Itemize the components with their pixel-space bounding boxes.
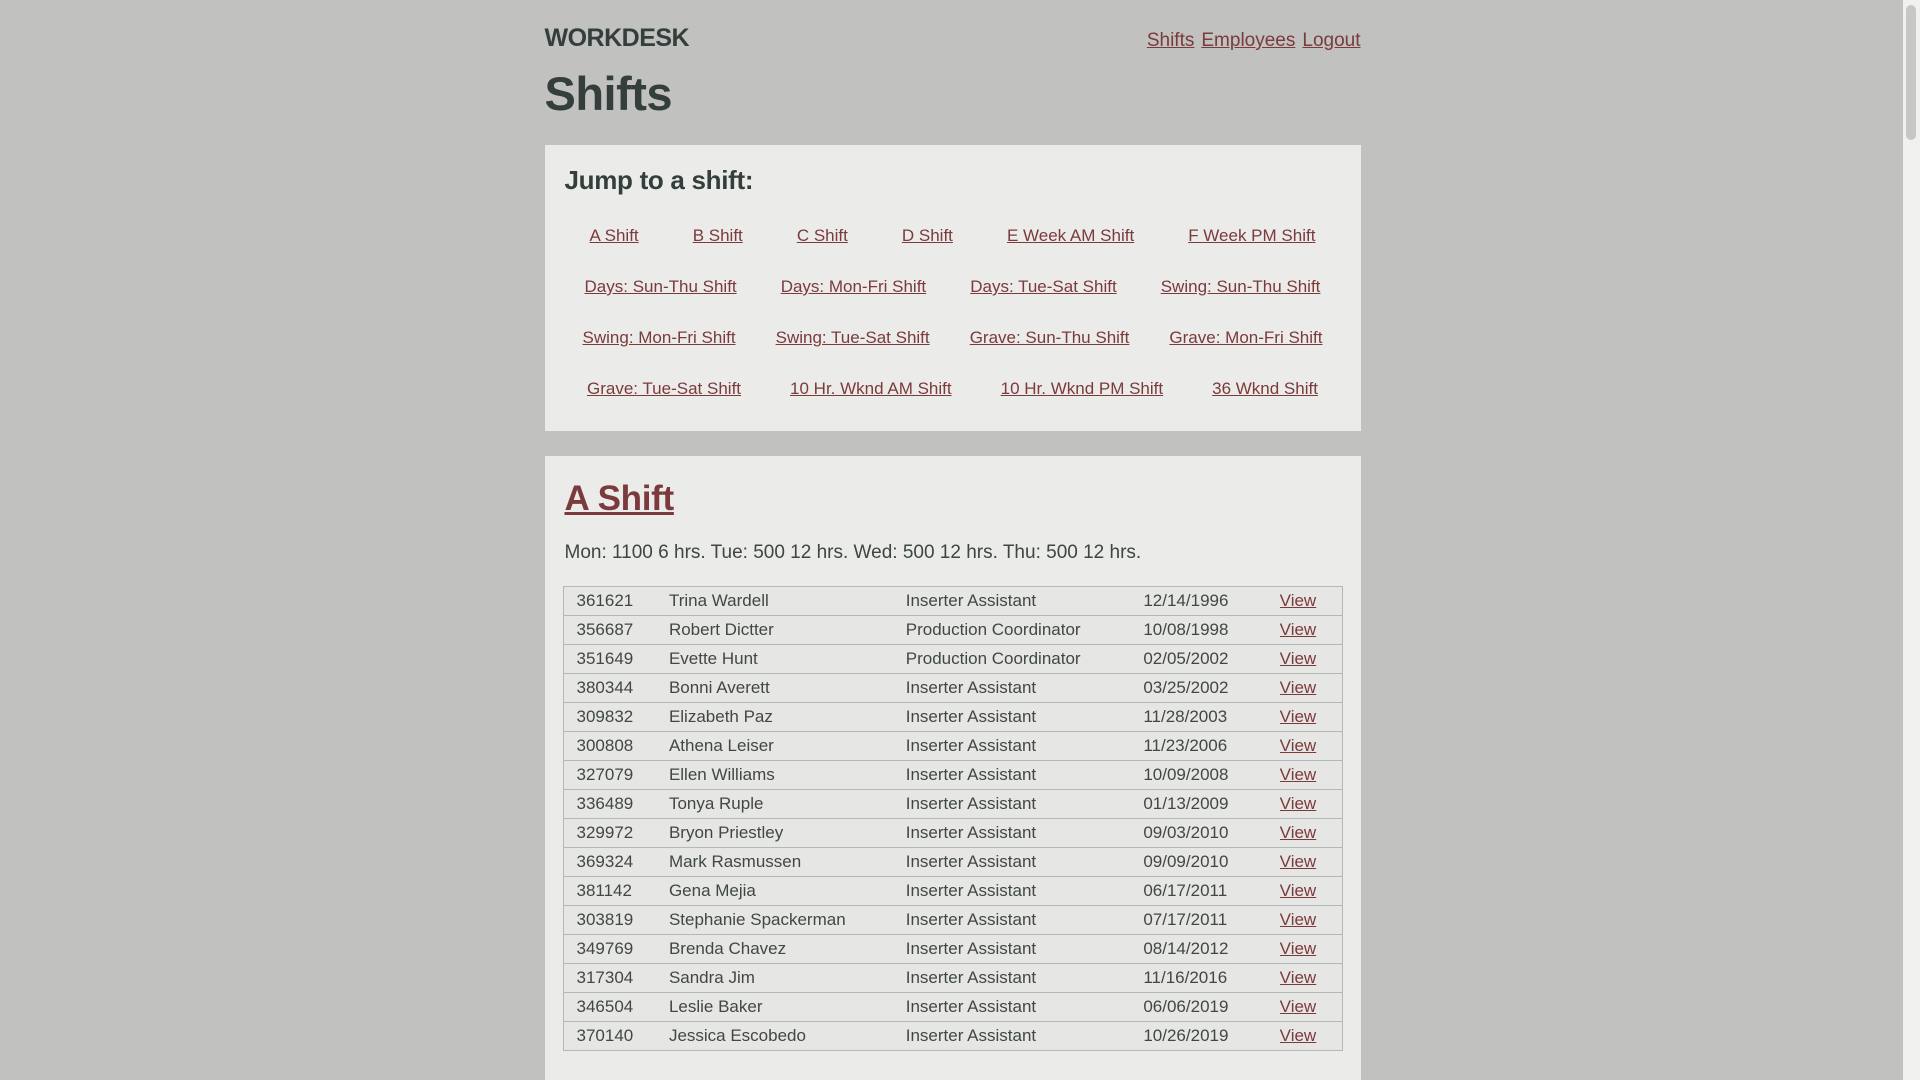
employee-title: Inserter Assistant (905, 591, 1037, 610)
jump-panel (545, 145, 1361, 431)
employee-hire-date: 10/26/2019 (1143, 1026, 1229, 1045)
employee-name: Jessica Escobedo (668, 1026, 806, 1045)
employee-name: Sandra Jim (668, 968, 755, 987)
view-link[interactable]: View (1279, 968, 1317, 987)
employee-view-cell (1280, 674, 1342, 703)
employee-id: 361621 (576, 591, 634, 610)
employee-id: 351649 (576, 649, 634, 668)
employee-view-cell (1280, 906, 1342, 935)
employee-id: 356687 (576, 620, 634, 639)
employee-row (563, 703, 1342, 732)
employee-title: Inserter Assistant (905, 707, 1037, 726)
employee-id: 369324 (576, 852, 634, 871)
employee-id: 380344 (576, 678, 634, 697)
employee-hire-date: 10/09/2008 (1143, 765, 1229, 784)
employee-view-cell (1280, 761, 1342, 790)
employee-id: 336489 (576, 794, 634, 813)
jump-shift-link[interactable]: A Shift (589, 226, 639, 245)
employee-title: Inserter Assistant (905, 939, 1037, 958)
employee-hire-date: 06/06/2019 (1143, 997, 1229, 1016)
jump-shift-link[interactable]: Days: Tue-Sat Shift (970, 277, 1117, 296)
jump-shift-link[interactable]: Days: Sun-Thu Shift (584, 277, 737, 296)
employee-title: Inserter Assistant (905, 968, 1037, 987)
jump-shift-link[interactable]: Grave: Mon-Fri Shift (1169, 328, 1323, 347)
nav-link-logout[interactable]: Logout (1302, 30, 1361, 51)
employee-hire-date: 10/08/1998 (1143, 620, 1229, 639)
jump-shift-link[interactable]: Grave: Tue-Sat Shift (587, 379, 742, 398)
employee-hire-date: 11/16/2016 (1143, 968, 1228, 987)
employee-row (563, 819, 1342, 848)
employee-id: 370140 (576, 1026, 634, 1045)
employee-title: Inserter Assistant (905, 794, 1037, 813)
view-link[interactable]: View (1279, 620, 1317, 639)
employee-title: Inserter Assistant (905, 823, 1037, 842)
jump-row-2 (563, 276, 1343, 297)
employee-title: Production Coordinator (905, 620, 1081, 639)
employee-view-cell (1280, 877, 1342, 906)
view-link[interactable]: View (1279, 765, 1317, 784)
employee-name: Bryon Priestley (668, 823, 784, 842)
jump-row-4 (563, 378, 1343, 399)
jump-shift-link[interactable]: Swing: Tue-Sat Shift (775, 328, 930, 347)
employee-id: 327079 (576, 765, 634, 784)
top-nav (1147, 30, 1361, 52)
jump-panel-title: Jump to a shift: (564, 165, 754, 195)
shift-section (545, 456, 1361, 1080)
employee-row (563, 674, 1342, 703)
employee-title: Inserter Assistant (905, 881, 1037, 900)
view-link[interactable]: View (1279, 939, 1317, 958)
employee-name: Stephanie Spackerman (668, 910, 846, 929)
employee-row (563, 645, 1342, 674)
employee-id: 303819 (576, 910, 634, 929)
view-link[interactable]: View (1279, 1026, 1317, 1045)
view-link[interactable]: View (1279, 997, 1317, 1016)
employee-name: Evette Hunt (668, 649, 758, 668)
scrollbar-thumb[interactable] (1906, 5, 1916, 140)
view-link[interactable]: View (1279, 678, 1317, 697)
view-link[interactable]: View (1279, 881, 1317, 900)
employee-hire-date: 02/05/2002 (1143, 649, 1229, 668)
employee-title: Inserter Assistant (905, 997, 1037, 1016)
view-link[interactable]: View (1279, 591, 1317, 610)
employee-row (563, 761, 1342, 790)
employee-row (563, 964, 1342, 993)
employee-title: Inserter Assistant (905, 765, 1037, 784)
content-container (545, 0, 1361, 1080)
employee-view-cell (1280, 732, 1342, 761)
jump-row-1 (563, 225, 1343, 246)
nav-link-employees[interactable]: Employees (1201, 30, 1296, 51)
employee-name: Ellen Williams (668, 765, 775, 784)
shift-title-link[interactable]: A Shift (564, 479, 674, 518)
view-link[interactable]: View (1279, 852, 1317, 871)
employee-name: Athena Leiser (668, 736, 774, 755)
employee-view-cell (1280, 1022, 1342, 1051)
employee-name: Trina Wardell (668, 591, 769, 610)
employee-view-cell (1280, 645, 1342, 674)
employee-id: 309832 (576, 707, 634, 726)
employee-view-cell (1280, 964, 1342, 993)
employee-id: 381142 (576, 881, 632, 900)
employee-table (563, 586, 1343, 1051)
employee-id: 317304 (576, 968, 634, 987)
jump-shift-link[interactable]: C Shift (796, 226, 848, 245)
employee-view-cell (1280, 935, 1342, 964)
brand-logo: WORKDESK (544, 24, 690, 52)
employee-hire-date: 01/13/2009 (1143, 794, 1229, 813)
view-link[interactable]: View (1279, 823, 1317, 842)
jump-shift-link[interactable]: 36 Wknd Shift (1212, 379, 1318, 398)
employee-id: 300808 (576, 736, 634, 755)
employee-title: Production Coordinator (905, 649, 1081, 668)
employee-row (563, 935, 1342, 964)
jump-shift-link[interactable]: E Week AM Shift (1006, 226, 1135, 245)
nav-link-shifts[interactable]: Shifts (1146, 30, 1195, 51)
employee-view-cell (1280, 703, 1342, 732)
employee-name: Elizabeth Paz (668, 707, 773, 726)
jump-shift-link[interactable]: B Shift (692, 226, 743, 245)
view-link[interactable]: View (1279, 910, 1317, 929)
employee-title: Inserter Assistant (905, 852, 1037, 871)
employee-name: Brenda Chavez (668, 939, 787, 958)
jump-shift-link[interactable]: 10 Hr. Wknd PM Shift (1000, 379, 1164, 398)
view-link[interactable]: View (1279, 649, 1317, 668)
employee-name: Leslie Baker (668, 997, 763, 1016)
employee-view-cell (1280, 848, 1342, 877)
employee-id: 329972 (576, 823, 634, 842)
employee-row (563, 1022, 1342, 1051)
jump-shift-link[interactable]: F Week PM Shift (1188, 226, 1316, 245)
jump-shift-link[interactable]: Days: Mon-Fri Shift (780, 277, 927, 296)
employee-row (563, 848, 1342, 877)
employee-row (563, 993, 1342, 1022)
employee-hire-date: 08/14/2012 (1143, 939, 1229, 958)
employee-hire-date: 09/09/2010 (1143, 852, 1229, 871)
view-link[interactable]: View (1279, 707, 1317, 726)
view-link[interactable]: View (1279, 794, 1317, 813)
shift-heading (563, 474, 1343, 520)
employee-row (563, 732, 1342, 761)
employee-name: Tonya Ruple (668, 794, 764, 813)
employee-title: Inserter Assistant (905, 736, 1037, 755)
employee-hire-date: 09/03/2010 (1143, 823, 1229, 842)
jump-shift-link[interactable]: D Shift (901, 226, 953, 245)
scrollbar[interactable] (1903, 0, 1920, 1080)
employee-name: Mark Rasmussen (668, 852, 802, 871)
employee-name: Bonni Averett (668, 678, 770, 697)
employee-view-cell (1280, 616, 1342, 645)
employee-hire-date: 07/17/2011 (1143, 910, 1228, 929)
employee-view-cell (1280, 790, 1342, 819)
jump-shift-link[interactable]: Swing: Mon-Fri Shift (582, 328, 736, 347)
employee-hire-date: 06/17/2011 (1143, 881, 1228, 900)
employee-name: Gena Mejia (668, 881, 756, 900)
view-link[interactable]: View (1279, 736, 1317, 755)
employee-title: Inserter Assistant (905, 910, 1037, 929)
employee-row (563, 790, 1342, 819)
page-title: Shifts (544, 67, 673, 120)
jump-shift-link[interactable]: Swing: Sun-Thu Shift (1160, 277, 1321, 296)
employee-id: 349769 (576, 939, 634, 958)
shift-schedule: Mon: 1100 6 hrs. Tue: 500 12 hrs. Wed: 500 12 hrs. Thu: 500 12 hrs. (564, 542, 1142, 563)
jump-row-3 (563, 327, 1343, 348)
employee-title: Inserter Assistant (905, 678, 1037, 697)
employee-row (563, 616, 1342, 645)
jump-shift-link[interactable]: 10 Hr. Wknd AM Shift (790, 379, 952, 398)
employee-hire-date: 11/28/2003 (1143, 707, 1228, 726)
employee-name: Robert Dictter (668, 620, 774, 639)
header (545, 24, 1361, 53)
employee-view-cell (1280, 587, 1342, 616)
employee-row (563, 877, 1342, 906)
employee-hire-date: 12/14/1996 (1143, 591, 1229, 610)
employee-view-cell (1280, 819, 1342, 848)
employee-title: Inserter Assistant (905, 1026, 1037, 1045)
employee-id: 346504 (576, 997, 634, 1016)
jump-shift-link[interactable]: Grave: Sun-Thu Shift (969, 328, 1130, 347)
employee-view-cell (1280, 993, 1342, 1022)
employee-hire-date: 03/25/2002 (1143, 678, 1229, 697)
employee-row (563, 587, 1342, 616)
employee-hire-date: 11/23/2006 (1143, 736, 1228, 755)
employee-row (563, 906, 1342, 935)
